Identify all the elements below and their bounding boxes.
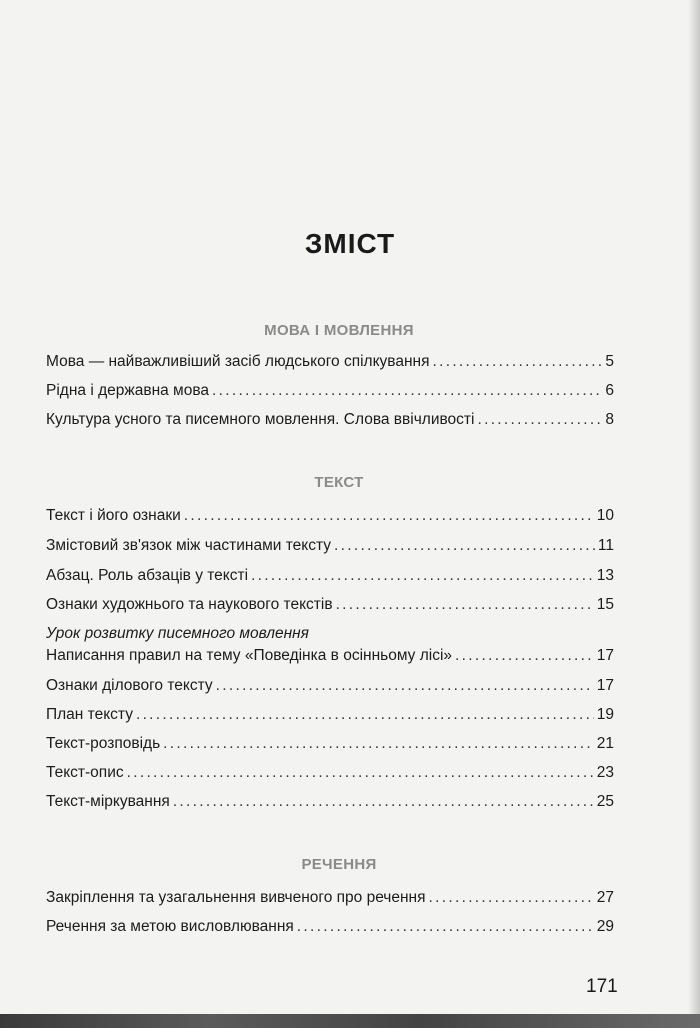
toc-leader-dots <box>455 646 594 666</box>
page-title: ЗМІСТ <box>304 228 396 259</box>
toc-entry-page: 15 <box>596 596 614 613</box>
toc-entry-page: 8 <box>605 411 614 428</box>
toc-entry-page: 11 <box>597 537 614 554</box>
toc-leader-dots <box>477 410 602 430</box>
toc-entry-title: Абзац. Роль абзаців у тексті <box>46 567 249 584</box>
page-number: 171 <box>586 976 618 997</box>
toc-entry-title: Речення за метою висловлювання <box>46 918 294 935</box>
toc-leader-dots <box>216 676 594 696</box>
page-edge-shadow <box>688 0 700 1028</box>
toc-leader-dots <box>251 566 594 586</box>
toc-entry-page: 19 <box>596 706 614 723</box>
toc-entry <box>46 381 614 401</box>
toc-leader-dots <box>173 792 594 812</box>
toc-leader-dots <box>184 506 594 526</box>
toc-entry-page: 21 <box>596 735 614 752</box>
toc-entry <box>46 506 614 526</box>
section-heading: РЕЧЕННЯ <box>301 856 377 873</box>
toc-entry-title: Текст і його ознаки <box>46 507 181 524</box>
toc-entry-page: 13 <box>596 567 614 584</box>
toc-entry <box>46 917 614 937</box>
toc-entry-title: Текст-опис <box>46 764 124 781</box>
toc-entry-page: 23 <box>596 764 614 781</box>
toc-entry <box>46 646 614 666</box>
toc-entry-title: Написання правил на тему «Поведінка в осінньому лісі» <box>46 647 453 664</box>
section-heading: МОВА І МОВЛЕННЯ <box>264 322 414 339</box>
toc-entry <box>46 763 614 783</box>
toc-leader-dots <box>429 888 594 908</box>
toc-entry-title: Змістовий зв'язок між частинами тексту <box>46 537 332 554</box>
toc-entry <box>46 536 614 556</box>
toc-entry-page: 5 <box>605 353 614 370</box>
toc-entry <box>46 676 614 696</box>
toc-leader-dots <box>297 917 594 937</box>
toc-entry-page: 17 <box>596 677 614 694</box>
toc-entry-title: Текст-розповідь <box>46 735 161 752</box>
toc-entry <box>46 410 614 430</box>
toc-entry <box>46 792 614 812</box>
toc-entry-title: Ознаки художнього та наукового текстів <box>46 596 333 613</box>
toc-entry <box>46 352 614 372</box>
toc-entry-title: Культура усного та писемного мовлення. Слова ввічливості <box>46 411 475 428</box>
toc-leader-dots <box>334 536 595 556</box>
toc-leader-dots <box>432 352 602 372</box>
toc-leader-dots <box>163 734 594 754</box>
toc-entry-title: План тексту <box>46 706 133 723</box>
toc-entry-page: 10 <box>596 507 614 524</box>
toc-entry <box>46 595 614 615</box>
lesson-type-label: Урок розвитку писемного мовлення <box>46 625 309 642</box>
toc-entry-title: Мова — найважливіший засіб людського спілкування <box>46 353 430 370</box>
toc-entry-title: Рідна і державна мова <box>46 382 210 399</box>
toc-entry <box>46 888 614 908</box>
section-heading: ТЕКСТ <box>314 474 364 491</box>
toc-entry-page: 29 <box>596 918 614 935</box>
toc-leader-dots <box>336 595 594 615</box>
toc-entry <box>46 734 614 754</box>
toc-entry-title: Ознаки ділового тексту <box>46 677 213 694</box>
toc-entry-page: 25 <box>596 793 614 810</box>
toc-leader-dots <box>212 381 602 401</box>
toc-entry-page: 27 <box>596 889 614 906</box>
toc-entry <box>46 705 614 725</box>
scan-bottom-edge <box>0 1014 700 1028</box>
toc-entry-title: Закріплення та узагальнення вивченого про речення <box>46 889 426 906</box>
toc-leader-dots <box>127 763 594 783</box>
toc-entry <box>46 566 614 586</box>
toc-entry-page: 17 <box>596 647 614 664</box>
toc-entry-title: Текст-міркування <box>46 793 170 810</box>
toc-leader-dots <box>136 705 594 725</box>
toc-entry-page: 6 <box>605 382 614 399</box>
